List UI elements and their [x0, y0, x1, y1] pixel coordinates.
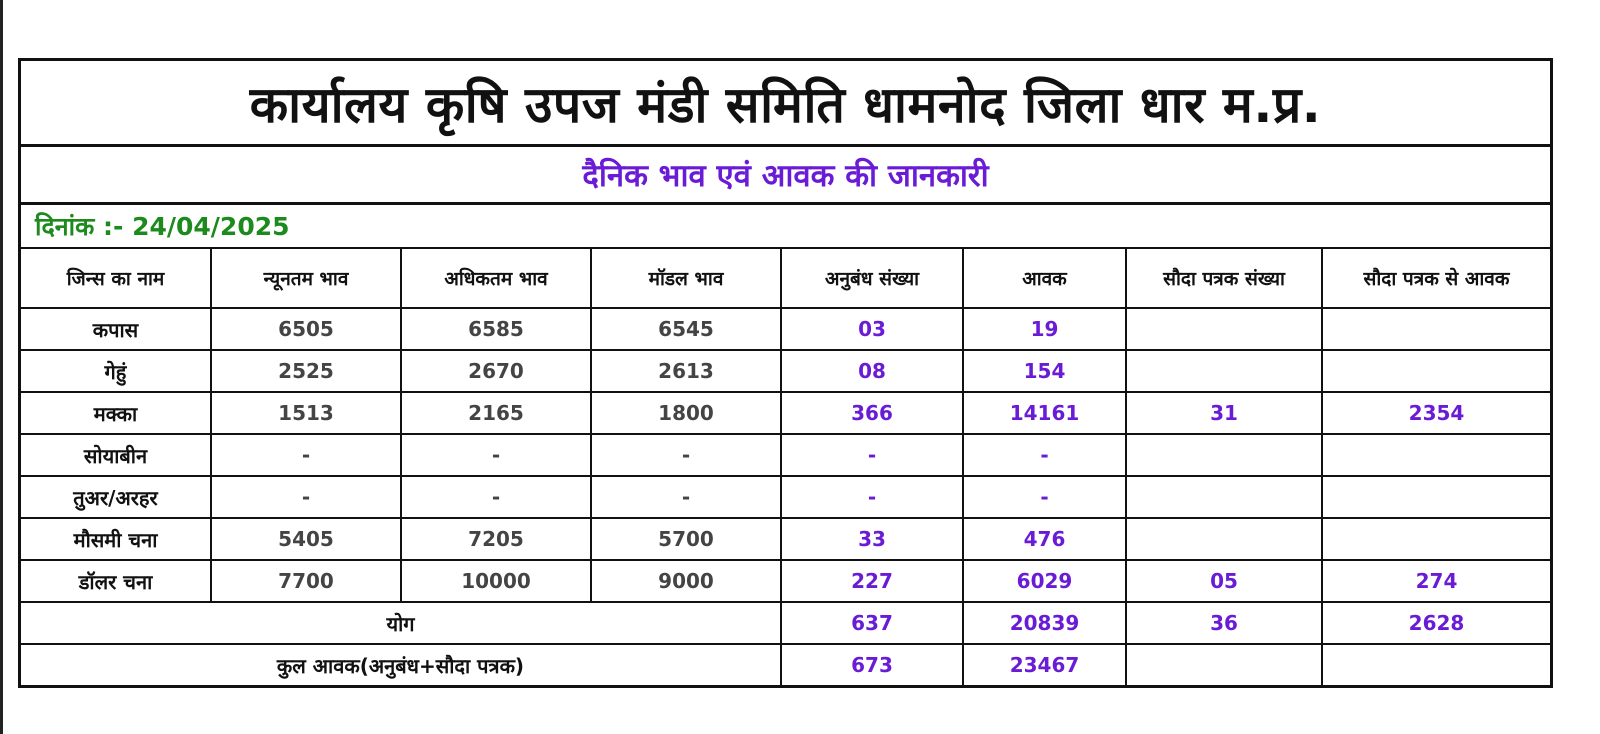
value-cell: -: [401, 476, 591, 518]
value-cell: -: [591, 476, 781, 518]
value-cell: 1800: [591, 392, 781, 434]
table-row: [21, 476, 1550, 518]
column-header: आवक: [963, 249, 1126, 308]
value-cell: 6585: [401, 308, 591, 350]
column-header: सौदा पत्रक से आवक: [1322, 249, 1550, 308]
total-value-cell: [1322, 644, 1550, 685]
page-left-border: [0, 0, 3, 734]
crop-name-cell: मक्का: [21, 392, 211, 434]
value-cell: [1126, 518, 1322, 560]
table-row: [21, 518, 1550, 560]
value-cell: 227: [781, 560, 963, 602]
value-cell: [1322, 476, 1550, 518]
column-header: अधिकतम भाव: [401, 249, 591, 308]
crop-name-cell: तुअर/अरहर: [21, 476, 211, 518]
value-cell: [1126, 434, 1322, 476]
value-cell: 6505: [211, 308, 401, 350]
value-cell: -: [591, 434, 781, 476]
value-cell: 7205: [401, 518, 591, 560]
value-cell: 7700: [211, 560, 401, 602]
value-cell: 5405: [211, 518, 401, 560]
value-cell: 2165: [401, 392, 591, 434]
value-cell: 2613: [591, 350, 781, 392]
value-cell: [1322, 518, 1550, 560]
value-cell: 366: [781, 392, 963, 434]
value-cell: 2525: [211, 350, 401, 392]
total-value-cell: 673: [781, 644, 963, 685]
crop-name-cell: सोयाबीन: [21, 434, 211, 476]
value-cell: 2354: [1322, 392, 1550, 434]
value-cell: [1126, 308, 1322, 350]
table-header-row: [21, 249, 1550, 308]
value-cell: 10000: [401, 560, 591, 602]
total-value-cell: 36: [1126, 602, 1322, 644]
value-cell: -: [401, 434, 591, 476]
report-date: दिनांक :- 24/04/2025: [21, 205, 1550, 249]
value-cell: [1322, 308, 1550, 350]
value-cell: 476: [963, 518, 1126, 560]
value-cell: -: [211, 476, 401, 518]
crop-name-cell: कपास: [21, 308, 211, 350]
value-cell: 5700: [591, 518, 781, 560]
value-cell: 6545: [591, 308, 781, 350]
total-value-cell: 23467: [963, 644, 1126, 685]
rates-table: [21, 249, 1550, 685]
total-value-cell: 20839: [963, 602, 1126, 644]
value-cell: 31: [1126, 392, 1322, 434]
value-cell: 1513: [211, 392, 401, 434]
value-cell: 33: [781, 518, 963, 560]
column-header: जिन्स का नाम: [21, 249, 211, 308]
value-cell: -: [963, 434, 1126, 476]
value-cell: -: [963, 476, 1126, 518]
value-cell: 9000: [591, 560, 781, 602]
report-subtitle: दैनिक भाव एवं आवक की जानकारी: [21, 147, 1550, 205]
value-cell: [1126, 350, 1322, 392]
value-cell: [1322, 434, 1550, 476]
table-row: [21, 560, 1550, 602]
crop-name-cell: डॉलर चना: [21, 560, 211, 602]
total-value-cell: 637: [781, 602, 963, 644]
column-header: अनुबंध संख्या: [781, 249, 963, 308]
table-row: [21, 434, 1550, 476]
column-header: मॉडल भाव: [591, 249, 781, 308]
rate-sheet: [18, 58, 1553, 688]
value-cell: [1322, 350, 1550, 392]
value-cell: -: [211, 434, 401, 476]
table-row: [21, 392, 1550, 434]
value-cell: 19: [963, 308, 1126, 350]
table-row: [21, 350, 1550, 392]
value-cell: 14161: [963, 392, 1126, 434]
value-cell: 08: [781, 350, 963, 392]
office-title: कार्यालय कृषि उपज मंडी समिति धामनोद जिला धार म.प्र.: [21, 61, 1550, 147]
value-cell: 6029: [963, 560, 1126, 602]
value-cell: 154: [963, 350, 1126, 392]
table-row: [21, 308, 1550, 350]
total-row: [21, 602, 1550, 644]
crop-name-cell: गेहुं: [21, 350, 211, 392]
grand-total-row: [21, 644, 1550, 685]
total-value-cell: [1126, 644, 1322, 685]
value-cell: 274: [1322, 560, 1550, 602]
value-cell: -: [781, 476, 963, 518]
grand-total-row-label: कुल आवक(अनुबंध+सौदा पत्रक): [21, 644, 781, 685]
value-cell: 05: [1126, 560, 1322, 602]
total-row-label: योग: [21, 602, 781, 644]
value-cell: -: [781, 434, 963, 476]
value-cell: 2670: [401, 350, 591, 392]
value-cell: [1126, 476, 1322, 518]
column-header: न्यूनतम भाव: [211, 249, 401, 308]
crop-name-cell: मौसमी चना: [21, 518, 211, 560]
value-cell: 03: [781, 308, 963, 350]
column-header: सौदा पत्रक संख्या: [1126, 249, 1322, 308]
total-value-cell: 2628: [1322, 602, 1550, 644]
